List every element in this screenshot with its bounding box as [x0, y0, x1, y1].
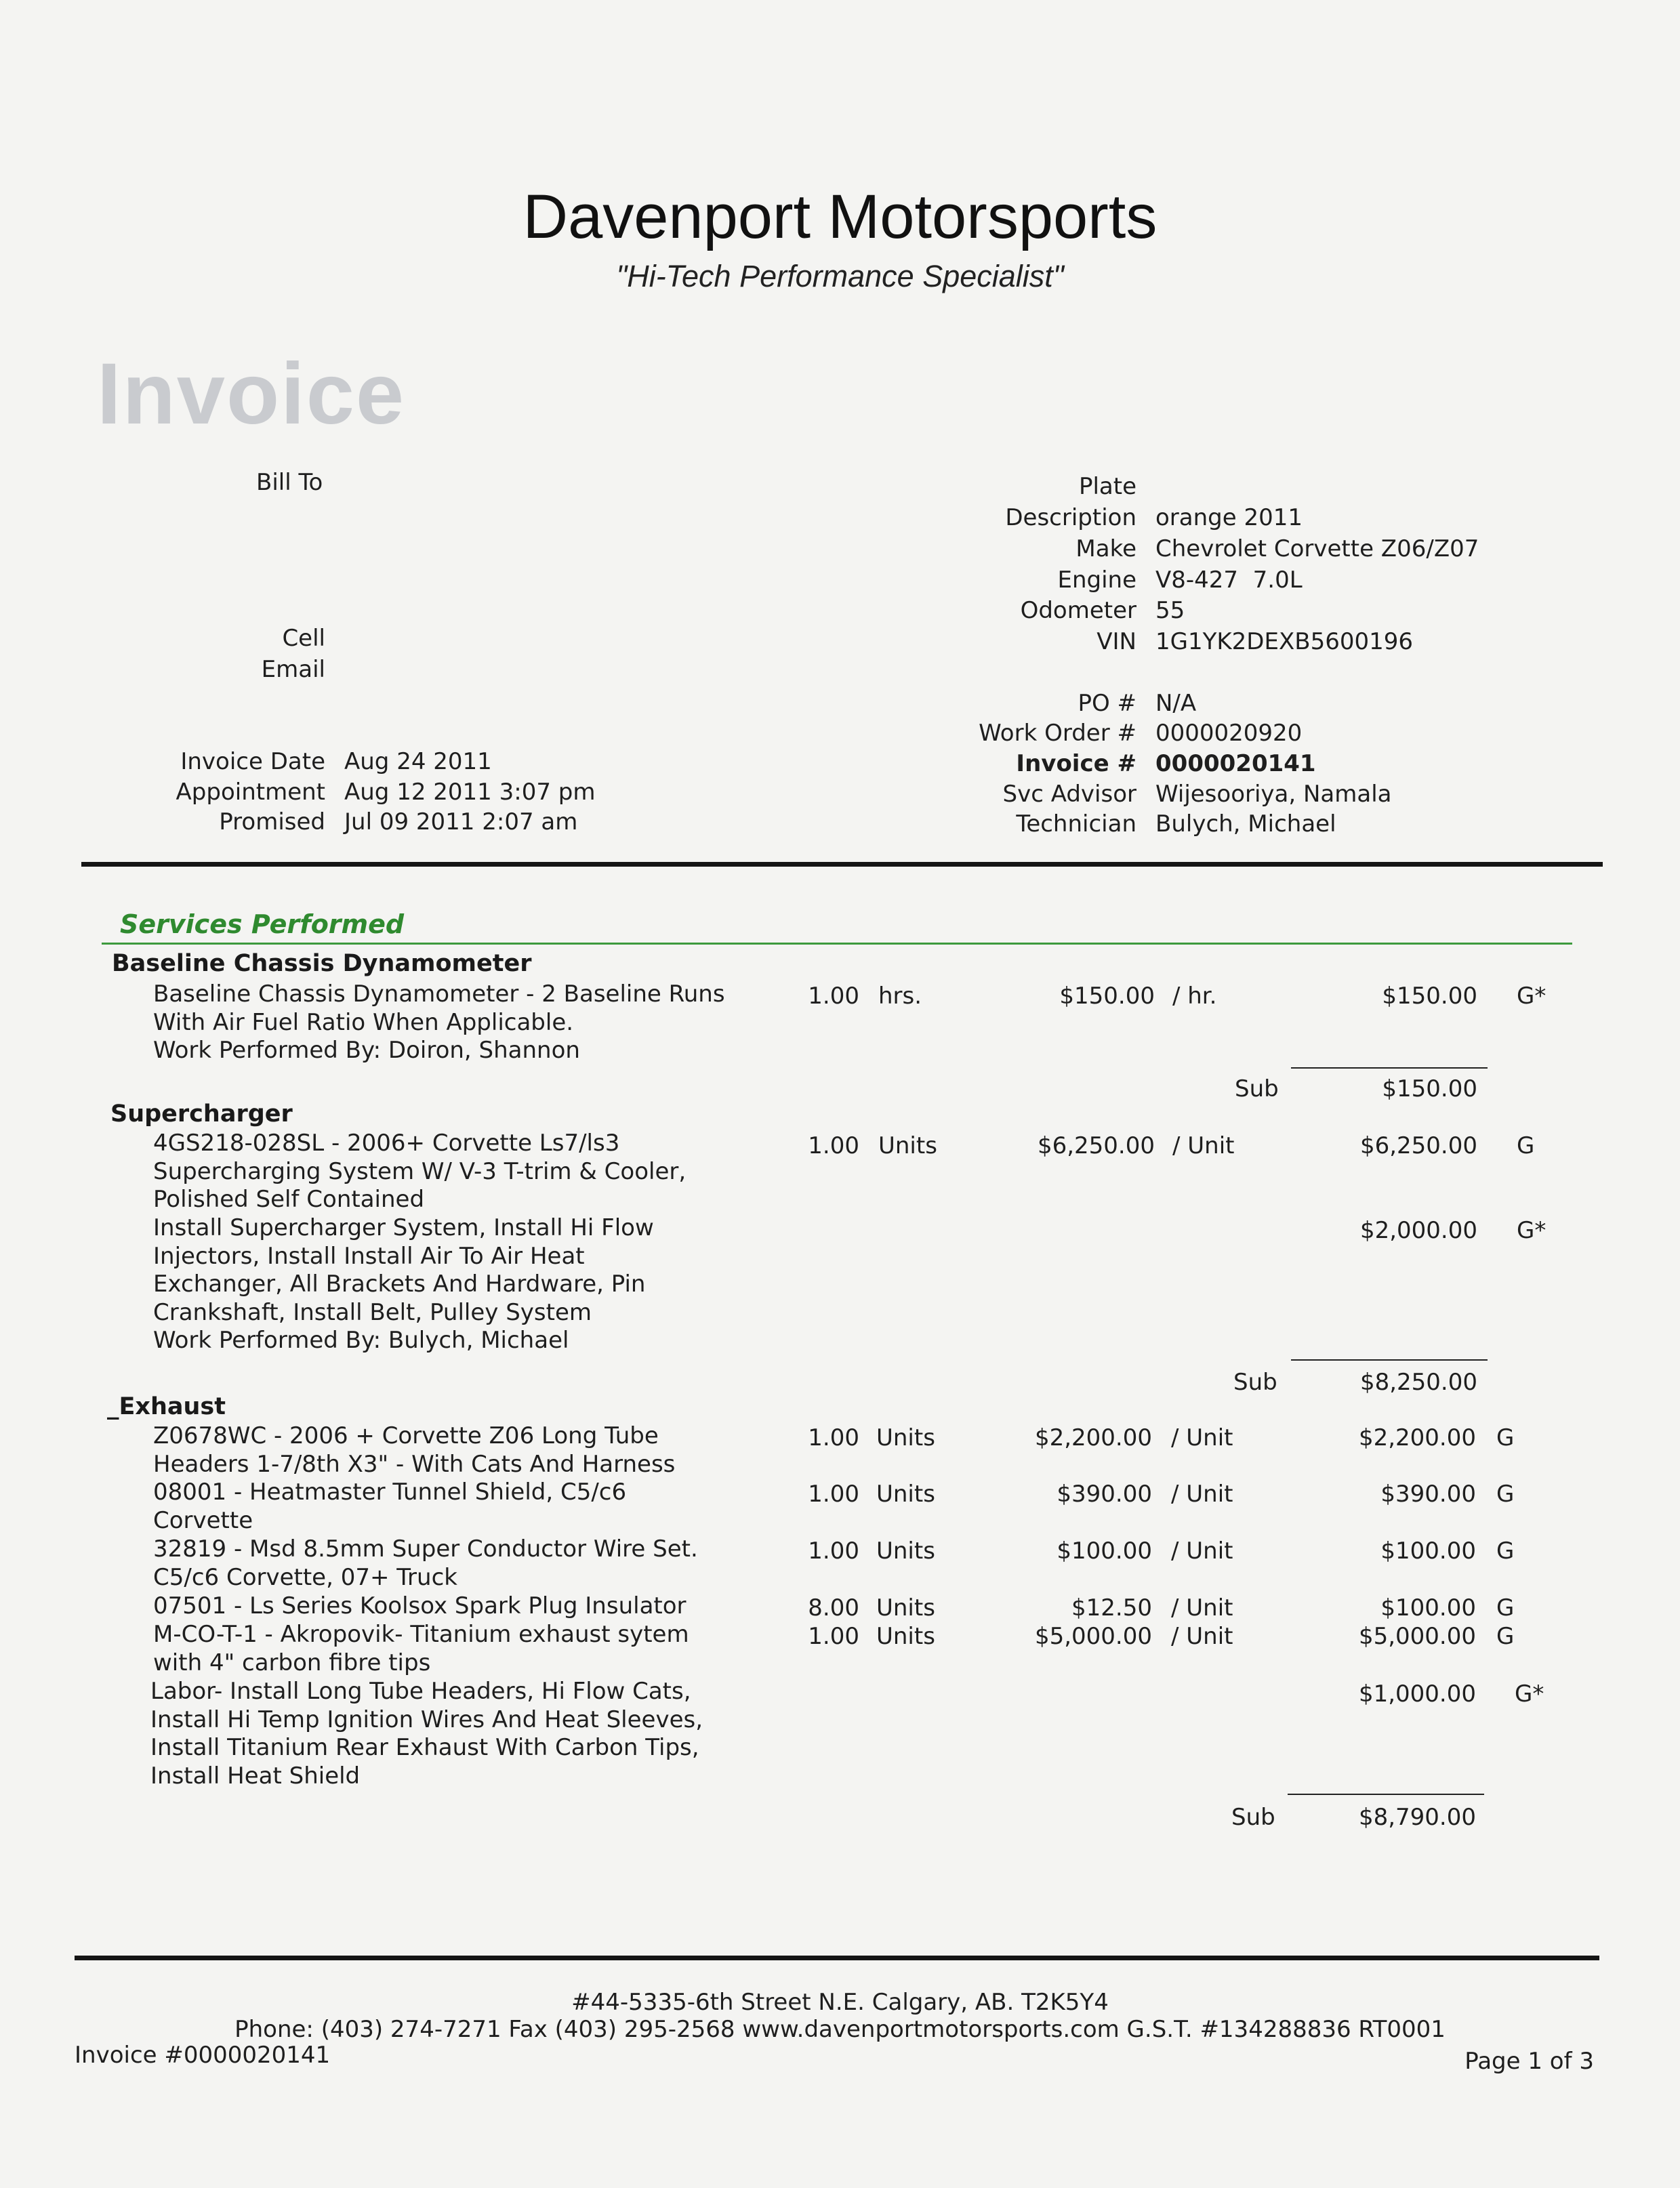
- item-price: $5,000.00: [1034, 1623, 1152, 1650]
- section-title: _Exhaust: [107, 1393, 226, 1420]
- item-amount: $2,200.00: [1358, 1424, 1476, 1451]
- item-amount: $100.00: [1380, 1594, 1476, 1622]
- item-per: / Unit: [1171, 1594, 1233, 1622]
- work-order-value: 0000020920: [1155, 720, 1303, 747]
- engine-value: V8-427 7.0L: [1155, 566, 1303, 594]
- invoice-date-value: Aug 24 2011: [344, 748, 492, 775]
- subtotal-amount: $150.00: [1382, 1075, 1477, 1102]
- subtotal-amount: $8,790.00: [1358, 1804, 1476, 1831]
- item-unit: Units: [876, 1594, 935, 1622]
- item-amount: $6,250.00: [1359, 1132, 1477, 1159]
- page-number: Page 1 of 3: [1464, 2048, 1594, 2075]
- footer-contact: Phone: (403) 274-7271 Fax (403) 295-2568 www.davenportmotorsports.com G.S.T. #134288836 RT0001: [234, 2016, 1446, 2043]
- odometer-value: 55: [1155, 597, 1185, 624]
- bill-to-label: Bill To: [256, 469, 323, 496]
- item-per: / Unit: [1171, 1537, 1233, 1565]
- item-description: M-CO-T-1 - Akropovik- Titanium exhaust sytem with 4" carbon fibre tips: [153, 1621, 689, 1676]
- item-tax-code: G: [1517, 1132, 1535, 1159]
- item-price: $150.00: [1059, 983, 1155, 1010]
- svc-advisor-value: Wijesooriya, Namala: [1155, 781, 1392, 808]
- subtotal-label: Sub: [1233, 1369, 1277, 1396]
- technician-value: Bulych, Michael: [1155, 810, 1336, 838]
- plate-label: Plate: [1078, 473, 1136, 500]
- promised-value: Jul 09 2011 2:07 am: [344, 808, 578, 835]
- item-price: $6,250.00: [1037, 1132, 1155, 1159]
- subtotal-rule: [1288, 1794, 1484, 1795]
- appointment-label: Appointment: [176, 779, 325, 806]
- item-description: 08001 - Heatmaster Tunnel Shield, C5/c6 Corvette: [153, 1479, 627, 1534]
- item-amount: $2,000.00: [1359, 1217, 1477, 1244]
- item-description: Install Supercharger System, Install Hi Flow Injectors, Install Install Air To Air Heat Exchanger, All Brackets And Hardware, Pin Crankshaft, Install Belt, Pulley System Work Performed By: Bulych, Michael: [153, 1214, 654, 1354]
- item-qty: 1.00: [808, 1424, 859, 1451]
- item-per: / Unit: [1171, 1424, 1233, 1451]
- item-description: Z0678WC - 2006 + Corvette Z06 Long Tube Headers 1-7/8th X3" - With Cats And Harness: [153, 1422, 676, 1478]
- item-amount: $1,000.00: [1358, 1680, 1476, 1708]
- item-description: 07501 - Ls Series Koolsox Spark Plug Insulator: [153, 1592, 687, 1619]
- item-per: / Unit: [1171, 1481, 1233, 1508]
- item-description: Labor- Install Long Tube Headers, Hi Flow Cats, Install Hi Temp Ignition Wires And Heat Sleeves, Install Titanium Rear Exhaust With Carbon Tips, Install Heat Shield: [150, 1678, 703, 1790]
- make-label: Make: [1075, 535, 1136, 562]
- invoice-watermark: Invoice: [97, 346, 406, 442]
- item-amount: $150.00: [1382, 983, 1477, 1010]
- svc-advisor-label: Svc Advisor: [1002, 781, 1136, 808]
- subtotal-label: Sub: [1235, 1075, 1279, 1102]
- subtotal-label: Sub: [1231, 1804, 1275, 1831]
- item-qty: 1.00: [808, 1132, 859, 1159]
- description-value: orange 2011: [1155, 504, 1303, 531]
- email-label: Email: [261, 656, 325, 683]
- footer-address: #44-5335-6th Street N.E. Calgary, AB. T2K5Y4: [571, 1989, 1109, 2016]
- item-unit: Units: [876, 1623, 935, 1650]
- item-qty: 1.00: [808, 1537, 859, 1565]
- item-unit: Units: [876, 1481, 935, 1508]
- footer-divider: [75, 1956, 1599, 1960]
- item-amount: $5,000.00: [1358, 1623, 1476, 1650]
- header-divider: [81, 862, 1603, 867]
- invoice-number-value: 0000020141: [1155, 750, 1316, 777]
- po-label: PO #: [1078, 690, 1136, 717]
- item-qty: 1.00: [808, 1623, 859, 1650]
- item-tax-code: G: [1496, 1537, 1515, 1565]
- services-title-rule: [102, 943, 1572, 945]
- engine-label: Engine: [1057, 566, 1136, 594]
- section-title: Supercharger: [110, 1100, 293, 1128]
- item-tax-code: G*: [1517, 1217, 1546, 1244]
- item-price: $2,200.00: [1034, 1424, 1152, 1451]
- company-name: Davenport Motorsports: [523, 182, 1157, 251]
- item-qty: 8.00: [808, 1594, 859, 1622]
- technician-label: Technician: [1016, 810, 1136, 838]
- footer-invoice-number: Invoice #0000020141: [75, 2042, 331, 2069]
- item-per: / Unit: [1172, 1132, 1235, 1159]
- invoice-number-label: Invoice #: [1016, 750, 1136, 777]
- invoice-date-label: Invoice Date: [180, 748, 325, 775]
- item-tax-code: G: [1496, 1594, 1515, 1622]
- item-unit: Units: [878, 1132, 937, 1159]
- promised-label: Promised: [219, 808, 325, 835]
- subtotal-rule: [1291, 1067, 1488, 1069]
- item-description: Baseline Chassis Dynamometer - 2 Baseline Runs With Air Fuel Ratio When Applicable. Work Performed By: Doiron, Shannon: [153, 981, 725, 1064]
- section-title: Baseline Chassis Dynamometer: [112, 950, 532, 977]
- services-title: Services Performed: [120, 909, 405, 939]
- item-qty: 1.00: [808, 1481, 859, 1508]
- subtotal-rule: [1291, 1359, 1488, 1361]
- item-price: $390.00: [1057, 1481, 1152, 1508]
- work-order-label: Work Order #: [979, 720, 1136, 747]
- item-unit: Units: [876, 1537, 935, 1565]
- item-amount: $390.00: [1380, 1481, 1476, 1508]
- description-label: Description: [1005, 504, 1136, 531]
- item-description: 4GS218-028SL - 2006+ Corvette Ls7/ls3 Supercharging System W/ V-3 T-trim & Cooler, Polished Self Contained: [153, 1130, 687, 1213]
- item-qty: 1.00: [808, 983, 859, 1010]
- item-tax-code: G: [1496, 1424, 1515, 1451]
- item-unit: Units: [876, 1424, 935, 1451]
- item-tax-code: G*: [1515, 1680, 1544, 1708]
- item-tax-code: G: [1496, 1623, 1515, 1650]
- item-per: / hr.: [1172, 983, 1217, 1010]
- make-value: Chevrolet Corvette Z06/Z07: [1155, 535, 1479, 562]
- appointment-value: Aug 12 2011 3:07 pm: [344, 779, 596, 806]
- cell-label: Cell: [282, 625, 325, 652]
- item-tax-code: G*: [1517, 983, 1546, 1010]
- subtotal-amount: $8,250.00: [1359, 1369, 1477, 1396]
- vin-value: 1G1YK2DEXB5600196: [1155, 628, 1414, 655]
- po-value: N/A: [1155, 690, 1197, 717]
- vin-label: VIN: [1097, 628, 1136, 655]
- item-price: $100.00: [1057, 1537, 1152, 1565]
- company-tagline: "Hi-Tech Performance Specialist": [616, 259, 1064, 293]
- item-unit: hrs.: [878, 983, 922, 1010]
- item-amount: $100.00: [1380, 1537, 1476, 1565]
- item-tax-code: G: [1496, 1481, 1515, 1508]
- odometer-label: Odometer: [1020, 597, 1136, 624]
- item-description: 32819 - Msd 8.5mm Super Conductor Wire Set. C5/c6 Corvette, 07+ Truck: [153, 1535, 698, 1591]
- item-price: $12.50: [1071, 1594, 1152, 1622]
- item-per: / Unit: [1171, 1623, 1233, 1650]
